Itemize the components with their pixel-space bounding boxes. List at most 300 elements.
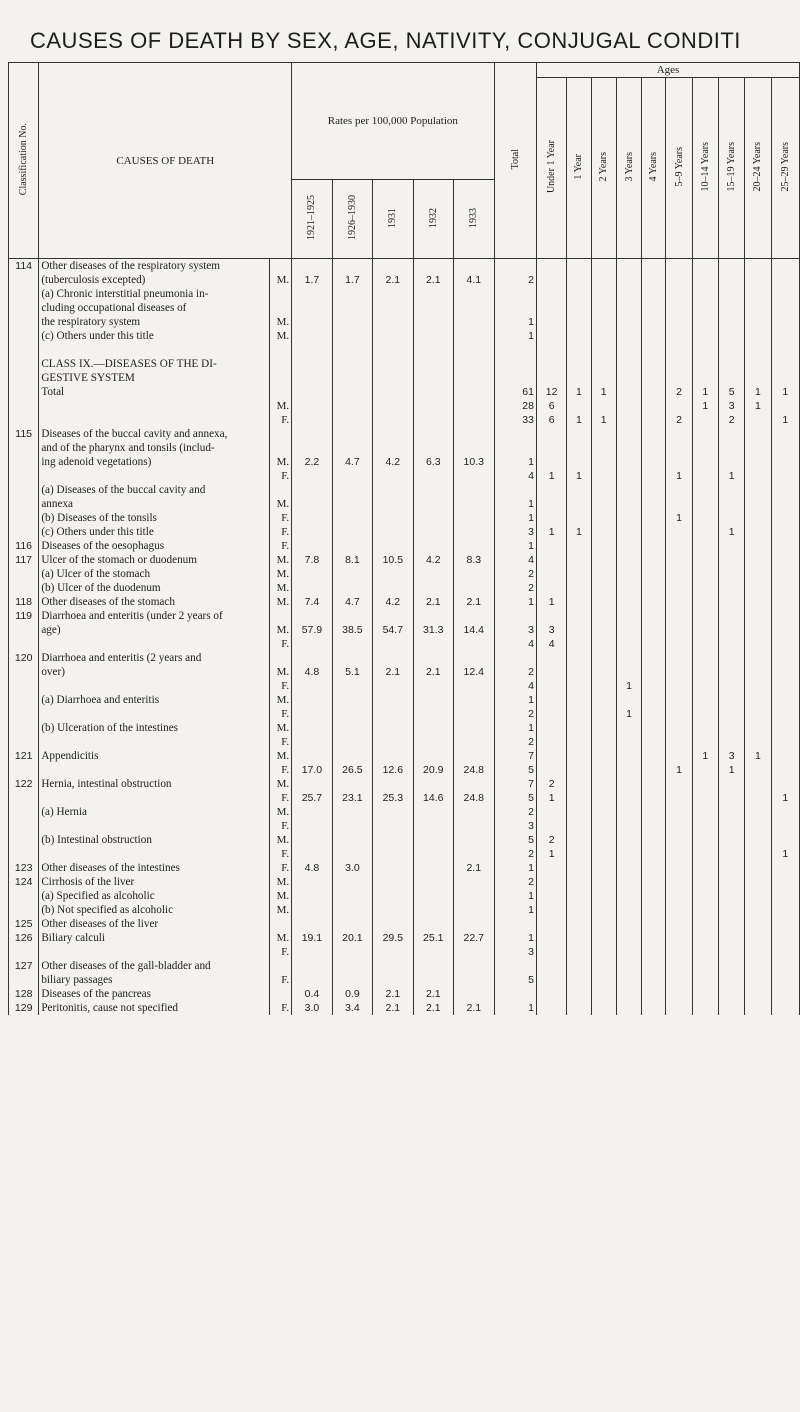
sex-cell: F. [269, 861, 291, 875]
age-cell: 3 [536, 623, 566, 637]
rate-cell [454, 469, 495, 483]
age-cell: 2 [536, 777, 566, 791]
age-cell [591, 931, 616, 945]
cause-label: Diarrhoea and enteritis (under 2 years of [39, 609, 270, 623]
classification-cell [9, 497, 39, 511]
age-cell [771, 777, 799, 791]
age-cell [718, 287, 744, 301]
rate-cell: 8.1 [332, 553, 372, 567]
rate-cell [373, 385, 413, 399]
sex-cell: M. [269, 315, 291, 329]
cause-label: Diseases of the pancreas [39, 987, 270, 1001]
total-cell: 3 [494, 525, 536, 539]
rates-group-header: Rates per 100,000 Population [292, 63, 494, 180]
age-cell [745, 763, 771, 777]
table-body [9, 259, 800, 1016]
classification-cell: 122 [9, 777, 39, 791]
rate-cell: 2.1 [373, 273, 413, 287]
age-cell [642, 413, 666, 427]
age-cell [591, 903, 616, 917]
sex-cell: F. [269, 1001, 291, 1015]
cause-label: (a) Specified as alcoholic [39, 889, 270, 903]
age-cell [567, 763, 591, 777]
age-cell [745, 441, 771, 455]
cause-label: (c) Others under this title [39, 329, 270, 343]
table-row [9, 945, 800, 959]
age-cell [616, 791, 641, 805]
table-row [9, 539, 800, 553]
rate-cell: 20.1 [332, 931, 372, 945]
classification-cell [9, 889, 39, 903]
rate-cell [332, 749, 372, 763]
age-cell [745, 861, 771, 875]
table-row [9, 525, 800, 539]
age-cell [642, 315, 666, 329]
rate-cell [454, 651, 495, 665]
age-cell [616, 735, 641, 749]
age-cell [616, 903, 641, 917]
rate-cell [332, 735, 372, 749]
age-cell [771, 889, 799, 903]
sex-cell: M. [269, 329, 291, 343]
age-cell [616, 315, 641, 329]
age-cell [745, 567, 771, 581]
sex-cell: M. [269, 833, 291, 847]
rate-cell [413, 889, 453, 903]
sex-cell: F. [269, 791, 291, 805]
total-header: Total [494, 63, 536, 259]
rate-cell [292, 875, 332, 889]
rate-cell [454, 749, 495, 763]
cause-label: over) [39, 665, 270, 679]
total-cell: 1 [494, 721, 536, 735]
rate-cell [413, 329, 453, 343]
cause-label [39, 413, 270, 427]
age-cell [745, 791, 771, 805]
age-cell [591, 609, 616, 623]
age-cell [666, 875, 692, 889]
rate-cell [292, 903, 332, 917]
table-row [9, 707, 800, 721]
classification-cell: 129 [9, 1001, 39, 1015]
age-cell [642, 567, 666, 581]
age-cell [591, 567, 616, 581]
age-cell [642, 791, 666, 805]
age-cell [771, 1001, 799, 1015]
table-row [9, 693, 800, 707]
age-cell [616, 637, 641, 651]
rate-cell [292, 819, 332, 833]
rate-cell [454, 945, 495, 959]
rate-cell [454, 329, 495, 343]
age-cell [616, 693, 641, 707]
rate-cell: 0.9 [332, 987, 372, 1001]
rate-cell [292, 413, 332, 427]
cause-label: GESTIVE SYSTEM [39, 371, 270, 385]
age-cell [591, 749, 616, 763]
age-cell [642, 357, 666, 371]
total-cell: 2 [494, 707, 536, 721]
sex-cell: M. [269, 595, 291, 609]
rate-cell [292, 399, 332, 413]
table-row [9, 385, 800, 399]
rate-cell [373, 525, 413, 539]
rate-cell [454, 371, 495, 385]
age-cell [591, 861, 616, 875]
rate-cell [413, 833, 453, 847]
age-cell [692, 357, 718, 371]
sex-cell: M. [269, 273, 291, 287]
age-cell [745, 721, 771, 735]
age-cell [666, 987, 692, 1001]
age-cell [591, 945, 616, 959]
classification-cell [9, 329, 39, 343]
rate-cell [454, 525, 495, 539]
sex-cell: M. [269, 399, 291, 413]
rate-cell [292, 721, 332, 735]
cause-label: Biliary calculi [39, 931, 270, 945]
age-header: 1 Year [567, 78, 591, 259]
age-cell [536, 567, 566, 581]
table-row [9, 833, 800, 847]
age-cell [536, 357, 566, 371]
age-cell [642, 917, 666, 931]
rate-cell [332, 511, 372, 525]
rate-cell [332, 693, 372, 707]
rate-year-header: 1921–1925 [292, 180, 332, 259]
rate-cell [373, 707, 413, 721]
age-cell [591, 637, 616, 651]
table-row [9, 959, 800, 973]
rate-cell [413, 637, 453, 651]
age-cell [642, 805, 666, 819]
cause-label: Diarrhoea and enteritis (2 years and [39, 651, 270, 665]
age-cell [567, 875, 591, 889]
rate-cell [332, 945, 372, 959]
age-cell: 3 [718, 399, 744, 413]
sex-cell: F. [269, 679, 291, 693]
total-cell [494, 287, 536, 301]
age-cell [718, 581, 744, 595]
rate-cell [332, 833, 372, 847]
table-row [9, 567, 800, 581]
age-cell [536, 875, 566, 889]
age-cell [616, 847, 641, 861]
age-cell [616, 511, 641, 525]
age-cell [642, 777, 666, 791]
age-cell [718, 595, 744, 609]
age-cell [745, 273, 771, 287]
age-cell [666, 931, 692, 945]
age-cell [591, 959, 616, 973]
age-cell [771, 539, 799, 553]
age-cell [745, 609, 771, 623]
total-cell: 1 [494, 861, 536, 875]
age-cell [771, 595, 799, 609]
total-cell: 1 [494, 315, 536, 329]
age-cell [666, 455, 692, 469]
age-cell [771, 329, 799, 343]
rate-cell [332, 301, 372, 315]
age-cell [591, 847, 616, 861]
table-row [9, 315, 800, 329]
age-cell [718, 665, 744, 679]
rate-cell [413, 777, 453, 791]
rate-cell [413, 357, 453, 371]
rate-cell [373, 301, 413, 315]
classification-cell [9, 413, 39, 427]
total-cell: 2 [494, 581, 536, 595]
sex-cell: F. [269, 763, 291, 777]
rate-cell: 25.3 [373, 791, 413, 805]
rate-cell: 14.4 [454, 623, 495, 637]
age-cell [567, 581, 591, 595]
total-cell: 4 [494, 679, 536, 693]
table-row [9, 721, 800, 735]
sex-cell: M. [269, 693, 291, 707]
table-row [9, 371, 800, 385]
age-cell [642, 847, 666, 861]
age-cell: 1 [718, 469, 744, 483]
age-cell [591, 735, 616, 749]
rate-year-header: 1926–1930 [332, 180, 372, 259]
age-cell [666, 1001, 692, 1015]
age-cell [642, 273, 666, 287]
age-cell [666, 959, 692, 973]
age-cell [567, 679, 591, 693]
classification-cell [9, 399, 39, 413]
rate-cell [292, 679, 332, 693]
rate-cell [413, 749, 453, 763]
sex-cell: F. [269, 637, 291, 651]
sex-cell: M. [269, 581, 291, 595]
rate-cell [413, 567, 453, 581]
age-cell [642, 329, 666, 343]
age-cell [718, 693, 744, 707]
rate-cell [332, 483, 372, 497]
age-cell [642, 609, 666, 623]
age-cell [718, 371, 744, 385]
age-cell [692, 889, 718, 903]
cause-label: (b) Ulcer of the duodenum [39, 581, 270, 595]
age-cell [616, 595, 641, 609]
rate-cell [413, 707, 453, 721]
age-cell [616, 861, 641, 875]
age-cell [666, 371, 692, 385]
age-cell [745, 497, 771, 511]
age-cell [591, 399, 616, 413]
cause-label [39, 707, 270, 721]
age-cell [666, 539, 692, 553]
rate-cell [413, 847, 453, 861]
rate-cell [413, 945, 453, 959]
age-cell [692, 567, 718, 581]
age-cell [666, 567, 692, 581]
age-cell [536, 329, 566, 343]
table-row [9, 483, 800, 497]
age-cell [536, 273, 566, 287]
age-cell [536, 931, 566, 945]
age-cell [567, 931, 591, 945]
age-cell [567, 455, 591, 469]
classification-cell: 114 [9, 259, 39, 274]
classification-cell [9, 385, 39, 399]
rate-cell [332, 707, 372, 721]
age-cell [771, 833, 799, 847]
table-row [9, 777, 800, 791]
table-row [9, 847, 800, 861]
classification-cell [9, 833, 39, 847]
age-cell [567, 609, 591, 623]
total-cell [494, 483, 536, 497]
table-row [9, 763, 800, 777]
age-cell [771, 287, 799, 301]
age-cell [536, 805, 566, 819]
rate-cell [454, 441, 495, 455]
age-cell [536, 483, 566, 497]
rate-cell [373, 315, 413, 329]
age-cell [771, 511, 799, 525]
rate-cell [373, 875, 413, 889]
total-cell: 2 [494, 567, 536, 581]
rate-cell: 29.5 [373, 931, 413, 945]
table-row [9, 427, 800, 441]
age-cell [591, 665, 616, 679]
rate-cell [413, 287, 453, 301]
age-cell [591, 987, 616, 1001]
age-cell [567, 511, 591, 525]
age-cell [692, 707, 718, 721]
age-cell [616, 623, 641, 637]
age-cell [666, 651, 692, 665]
sex-cell: F. [269, 819, 291, 833]
rate-cell [292, 637, 332, 651]
cause-label [39, 735, 270, 749]
age-cell [745, 1001, 771, 1015]
age-cell [666, 833, 692, 847]
age-cell [616, 399, 641, 413]
age-cell: 6 [536, 399, 566, 413]
sex-cell: M. [269, 665, 291, 679]
age-cell [771, 553, 799, 567]
rate-cell [454, 539, 495, 553]
age-cell [745, 413, 771, 427]
classification-cell [9, 441, 39, 455]
age-cell [718, 819, 744, 833]
age-cell [718, 847, 744, 861]
age-cell [536, 287, 566, 301]
age-cell [536, 987, 566, 1001]
age-cell: 1 [771, 847, 799, 861]
rate-cell: 2.1 [454, 861, 495, 875]
rate-cell [332, 679, 372, 693]
age-cell [642, 553, 666, 567]
rate-cell [332, 259, 372, 274]
age-cell: 12 [536, 385, 566, 399]
rate-cell [292, 539, 332, 553]
table-row [9, 441, 800, 455]
rate-cell [454, 903, 495, 917]
age-cell [771, 875, 799, 889]
sex-cell: F. [269, 847, 291, 861]
rate-cell [373, 469, 413, 483]
total-cell: 3 [494, 819, 536, 833]
classification-cell [9, 763, 39, 777]
sex-cell [269, 427, 291, 441]
rate-cell: 26.5 [332, 763, 372, 777]
age-cell [536, 301, 566, 315]
rate-cell [454, 399, 495, 413]
age-cell [536, 973, 566, 987]
age-cell [771, 399, 799, 413]
classification-cell [9, 511, 39, 525]
rate-cell [454, 497, 495, 511]
age-cell [666, 721, 692, 735]
cause-label: (a) Ulcer of the stomach [39, 567, 270, 581]
rate-cell: 3.0 [332, 861, 372, 875]
age-cell [692, 553, 718, 567]
age-cell [692, 525, 718, 539]
rate-cell [373, 721, 413, 735]
rate-cell [373, 357, 413, 371]
age-cell [591, 315, 616, 329]
total-cell [494, 651, 536, 665]
age-cell [771, 637, 799, 651]
age-cell [616, 665, 641, 679]
age-cell [591, 287, 616, 301]
classification-cell [9, 483, 39, 497]
rate-cell: 12.4 [454, 665, 495, 679]
age-cell [591, 805, 616, 819]
rate-cell [292, 483, 332, 497]
age-cell [745, 889, 771, 903]
age-cell [642, 861, 666, 875]
age-cell [745, 707, 771, 721]
rate-cell: 0.4 [292, 987, 332, 1001]
age-cell [771, 707, 799, 721]
classification-cell: 119 [9, 609, 39, 623]
rate-cell [413, 343, 453, 357]
rate-cell [332, 609, 372, 623]
age-cell [771, 441, 799, 455]
rate-cell [332, 721, 372, 735]
age-header: Under 1 Year [536, 78, 566, 259]
total-cell [494, 441, 536, 455]
age-cell [591, 329, 616, 343]
rate-cell: 25.7 [292, 791, 332, 805]
rate-cell: 2.1 [413, 665, 453, 679]
age-cell [616, 1001, 641, 1015]
sex-cell [269, 385, 291, 399]
rate-cell [292, 973, 332, 987]
rate-cell [292, 343, 332, 357]
age-cell: 1 [536, 847, 566, 861]
age-cell [666, 287, 692, 301]
age-cell [666, 679, 692, 693]
age-cell [692, 623, 718, 637]
age-cell [666, 581, 692, 595]
rate-cell [454, 511, 495, 525]
rate-cell [373, 511, 413, 525]
classification-cell [9, 903, 39, 917]
sex-cell: F. [269, 413, 291, 427]
total-cell [494, 301, 536, 315]
table-row [9, 469, 800, 483]
table-row [9, 413, 800, 427]
age-cell [642, 441, 666, 455]
rate-cell [454, 889, 495, 903]
age-cell: 1 [567, 413, 591, 427]
